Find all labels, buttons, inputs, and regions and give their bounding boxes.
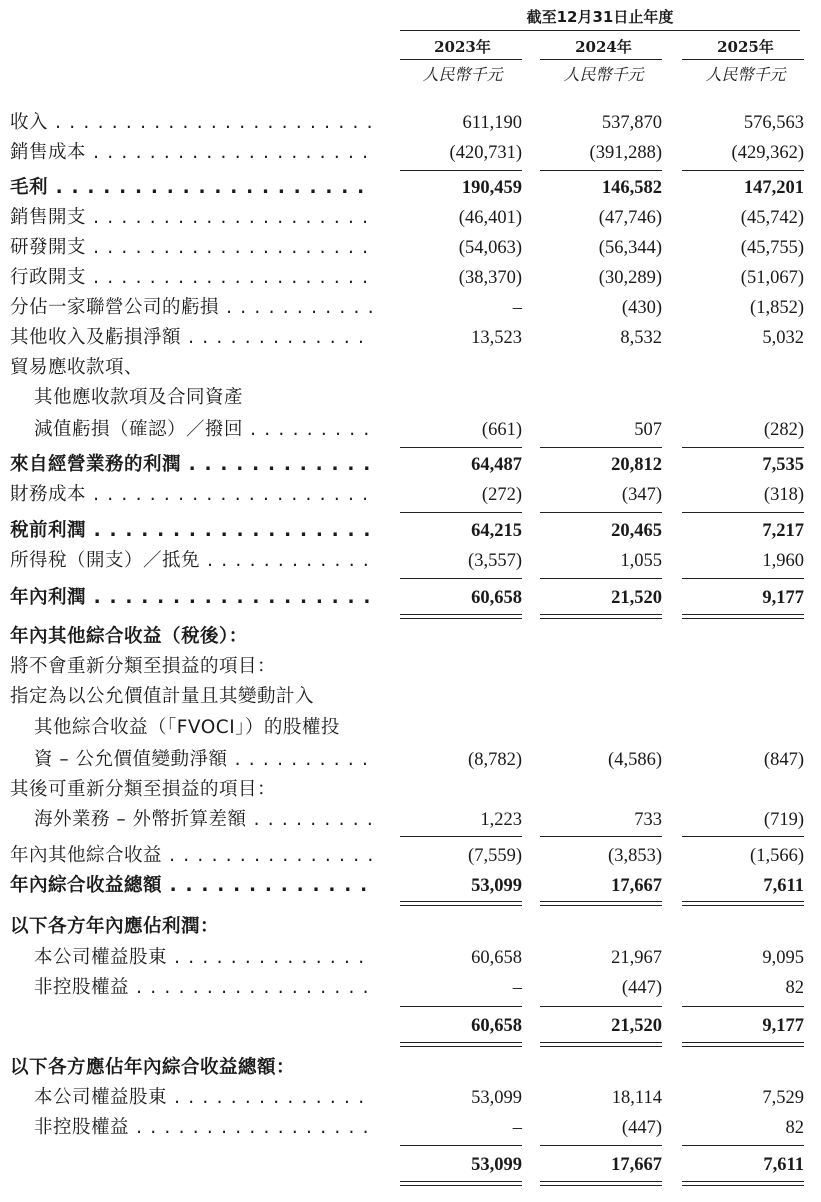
value-2023: 60,658 <box>471 1016 522 1036</box>
value-2024: 17,667 <box>611 876 662 896</box>
value-2025: (1,852) <box>750 298 804 318</box>
value-2025: (51,067) <box>740 268 804 288</box>
row-label: 年內其他綜合收益（稅後）： <box>10 626 248 647</box>
section-heading <box>0 1053 821 1083</box>
value-2025: 9,177 <box>762 1016 804 1036</box>
value-2025: (847) <box>763 750 804 770</box>
value-2023: 64,487 <box>471 455 522 475</box>
subtotal-rule <box>540 1006 662 1007</box>
subtotal-rule <box>682 447 804 448</box>
total-double-rule <box>540 1042 662 1047</box>
value-2025: (1,566) <box>750 846 804 866</box>
value-2024: 21,520 <box>611 588 662 608</box>
value-2023: (661) <box>481 420 522 440</box>
value-2025: 7,611 <box>763 1155 804 1175</box>
row-label: 財務成本 . . . <box>10 480 372 510</box>
subtotal-rule <box>682 512 804 513</box>
year-header-2025: 2025年 <box>717 38 774 56</box>
table-row <box>0 415 821 445</box>
subtotal-rule <box>400 1145 522 1146</box>
value-2025: 1,960 <box>762 551 804 571</box>
value-2025: 147,201 <box>743 178 804 198</box>
value-2023: (272) <box>481 485 522 505</box>
subtotal-rule <box>682 578 804 579</box>
value-2025: 7,529 <box>762 1088 804 1108</box>
table-row <box>0 108 821 138</box>
unit-label: 人民幣千元 <box>563 65 644 84</box>
table-row <box>0 682 821 712</box>
subtotal-rule <box>540 447 662 448</box>
table-row <box>0 546 821 576</box>
table-row <box>0 943 821 973</box>
value-2023: 53,099 <box>471 876 522 896</box>
table-row <box>0 233 821 263</box>
value-2023: 60,658 <box>471 948 522 968</box>
table-row <box>0 450 821 480</box>
value-2024: (47,746) <box>598 208 662 228</box>
value-2024: (30,289) <box>598 268 662 288</box>
value-2025: (318) <box>763 485 804 505</box>
table-row <box>0 1113 821 1143</box>
value-2024: (391,288) <box>589 143 662 163</box>
subtotal-rule <box>540 512 662 513</box>
row-label: 海外業務 – 外幣折算差額 . . . <box>34 805 372 835</box>
year-rule <box>400 59 522 60</box>
value-2024: 507 <box>634 420 662 440</box>
header-rule <box>400 30 800 31</box>
table-row <box>0 263 821 293</box>
subtotal-rule <box>400 447 522 448</box>
row-label: 稅前利潤 . . . <box>10 516 372 546</box>
value-2025: (719) <box>763 810 804 830</box>
value-2025: (282) <box>763 420 804 440</box>
total-double-rule <box>540 1181 662 1186</box>
table-row <box>0 973 821 1003</box>
table-row <box>0 745 821 775</box>
subtotal-rule <box>540 170 662 171</box>
subtotal-rule <box>400 836 522 837</box>
row-label: 其他綜合收益（「FVOCI」）的股權投 <box>34 717 340 738</box>
table-row <box>0 353 821 383</box>
value-2024: (430) <box>621 298 662 318</box>
value-2024: 17,667 <box>611 1155 662 1175</box>
table-row <box>0 1150 821 1180</box>
table-row <box>0 293 821 323</box>
value-2024: 537,870 <box>601 113 662 133</box>
value-2024: (347) <box>621 485 662 505</box>
value-2023: – <box>512 298 522 318</box>
unit-label: 人民幣千元 <box>705 65 786 84</box>
year-header-2024: 2024年 <box>575 38 632 56</box>
total-double-rule <box>540 614 662 619</box>
row-label: 以下各方應佔年內綜合收益總額： <box>10 1057 296 1078</box>
total-double-rule <box>682 614 804 619</box>
table-row <box>0 480 821 510</box>
row-label: 貿易應收款項、 <box>10 357 144 378</box>
value-2023: 13,523 <box>471 328 522 348</box>
table-row <box>0 516 821 546</box>
row-label: 非控股權益 . . . <box>34 973 372 1003</box>
table-row <box>0 841 821 871</box>
subtotal-rule <box>682 170 804 171</box>
row-label: 年內利潤 . . . <box>10 583 372 613</box>
value-2024: 18,114 <box>611 1088 662 1108</box>
value-2023: (3,557) <box>468 551 522 571</box>
value-2025: 82 <box>785 1118 804 1138</box>
table-row <box>0 583 821 613</box>
row-label: 研發開支 . . . <box>10 233 372 263</box>
value-2023: 611,190 <box>462 113 522 133</box>
row-label: 以下各方年內應佔利潤： <box>10 916 220 937</box>
year-rule <box>682 59 804 60</box>
value-2023: (8,782) <box>468 750 522 770</box>
value-2025: 5,032 <box>762 328 804 348</box>
table-row <box>0 713 821 743</box>
value-2023: (7,559) <box>468 846 522 866</box>
value-2023: 53,099 <box>471 1155 522 1175</box>
row-label: 收入 . . . <box>10 108 372 138</box>
value-2023: 64,215 <box>471 521 522 541</box>
table-row <box>0 871 821 901</box>
subtotal-rule <box>540 1145 662 1146</box>
section-heading <box>0 912 821 942</box>
row-label: 行政開支 . . . <box>10 263 372 293</box>
value-2025: (45,755) <box>740 238 804 258</box>
value-2024: (3,853) <box>608 846 662 866</box>
row-label: 來自經營業務的利潤 . . . <box>10 450 372 480</box>
row-label: 分佔一家聯營公司的虧損 . . . <box>10 293 372 323</box>
table-row <box>0 652 821 682</box>
value-2023: 1,223 <box>480 810 522 830</box>
value-2023: (420,731) <box>449 143 522 163</box>
value-2024: (447) <box>621 978 662 998</box>
value-2025: 576,563 <box>743 113 804 133</box>
unit-label: 人民幣千元 <box>422 65 503 84</box>
subtotal-rule <box>682 1145 804 1146</box>
value-2025: 7,611 <box>763 876 804 896</box>
subtotal-rule <box>400 170 522 171</box>
row-label: 年內其他綜合收益 . . . <box>10 841 372 871</box>
value-2024: 21,967 <box>611 948 662 968</box>
row-label: 其他應收款項及合同資產 <box>34 387 244 408</box>
value-2023: 53,099 <box>471 1088 522 1108</box>
row-label: 資 – 公允價值變動淨額 . . . <box>34 745 372 775</box>
value-2023: (38,370) <box>458 268 522 288</box>
table-row <box>0 203 821 233</box>
table-row <box>0 138 821 168</box>
value-2023: (46,401) <box>458 208 522 228</box>
value-2023: (54,063) <box>458 238 522 258</box>
value-2024: 20,465 <box>611 521 662 541</box>
row-label: 本公司權益股東 . . . <box>34 943 372 973</box>
row-label: 減值虧損（確認）／撥回 . . . <box>34 415 372 445</box>
row-label: 銷售開支 . . . <box>10 203 372 233</box>
total-double-rule <box>400 901 522 906</box>
value-2025: 7,535 <box>762 455 804 475</box>
year-rule <box>540 59 662 60</box>
year-header-2023: 2023年 <box>434 38 491 56</box>
total-double-rule <box>400 614 522 619</box>
total-double-rule <box>682 1181 804 1186</box>
subtotal-rule <box>400 512 522 513</box>
period-header: 截至12月31日止年度 <box>526 8 674 26</box>
value-2024: (447) <box>621 1118 662 1138</box>
value-2024: (56,344) <box>598 238 662 258</box>
table-row <box>0 1083 821 1113</box>
value-2024: 21,520 <box>611 1016 662 1036</box>
table-row <box>0 805 821 835</box>
subtotal-rule <box>682 1006 804 1007</box>
subtotal-rule <box>400 1006 522 1007</box>
row-label: 指定為以公允價值計量且其變動計入 <box>10 686 315 707</box>
value-2024: 146,582 <box>601 178 662 198</box>
table-row <box>0 775 821 805</box>
row-label: 毛利 . . . <box>10 173 372 203</box>
total-double-rule <box>540 901 662 906</box>
value-2025: (45,742) <box>740 208 804 228</box>
table-row <box>0 383 821 413</box>
table-row <box>0 323 821 353</box>
subtotal-rule <box>400 578 522 579</box>
value-2023: – <box>512 978 522 998</box>
total-double-rule <box>400 1181 522 1186</box>
row-label: 本公司權益股東 . . . <box>34 1083 372 1113</box>
value-2024: 8,532 <box>620 328 662 348</box>
subtotal-rule <box>682 836 804 837</box>
table-row <box>0 1011 821 1041</box>
section-heading <box>0 622 821 652</box>
value-2024: 733 <box>634 810 662 830</box>
row-label: 其後可重新分類至損益的項目： <box>10 779 277 800</box>
subtotal-rule <box>540 578 662 579</box>
row-label: 將不會重新分類至損益的項目： <box>10 656 277 677</box>
row-label: 所得稅（開支）／抵免 . . . <box>10 546 372 576</box>
row-label: 其他收入及虧損淨額 . . . <box>10 323 372 353</box>
value-2025: 9,095 <box>762 948 804 968</box>
value-2023: 60,658 <box>471 588 522 608</box>
value-2025: 7,217 <box>762 521 804 541</box>
value-2024: 20,812 <box>611 455 662 475</box>
subtotal-rule <box>540 836 662 837</box>
row-label: 年內綜合收益總額 . . . <box>10 871 372 901</box>
row-label: 銷售成本 . . . <box>10 138 372 168</box>
total-double-rule <box>682 901 804 906</box>
value-2025: 9,177 <box>762 588 804 608</box>
value-2023: 190,459 <box>461 178 522 198</box>
table-row <box>0 173 821 203</box>
total-double-rule <box>400 1042 522 1047</box>
value-2024: (4,586) <box>608 750 662 770</box>
total-double-rule <box>682 1042 804 1047</box>
value-2025: 82 <box>785 978 804 998</box>
row-label: 非控股權益 . . . <box>34 1113 372 1143</box>
value-2025: (429,362) <box>731 143 804 163</box>
value-2023: – <box>512 1118 522 1138</box>
value-2024: 1,055 <box>620 551 662 571</box>
